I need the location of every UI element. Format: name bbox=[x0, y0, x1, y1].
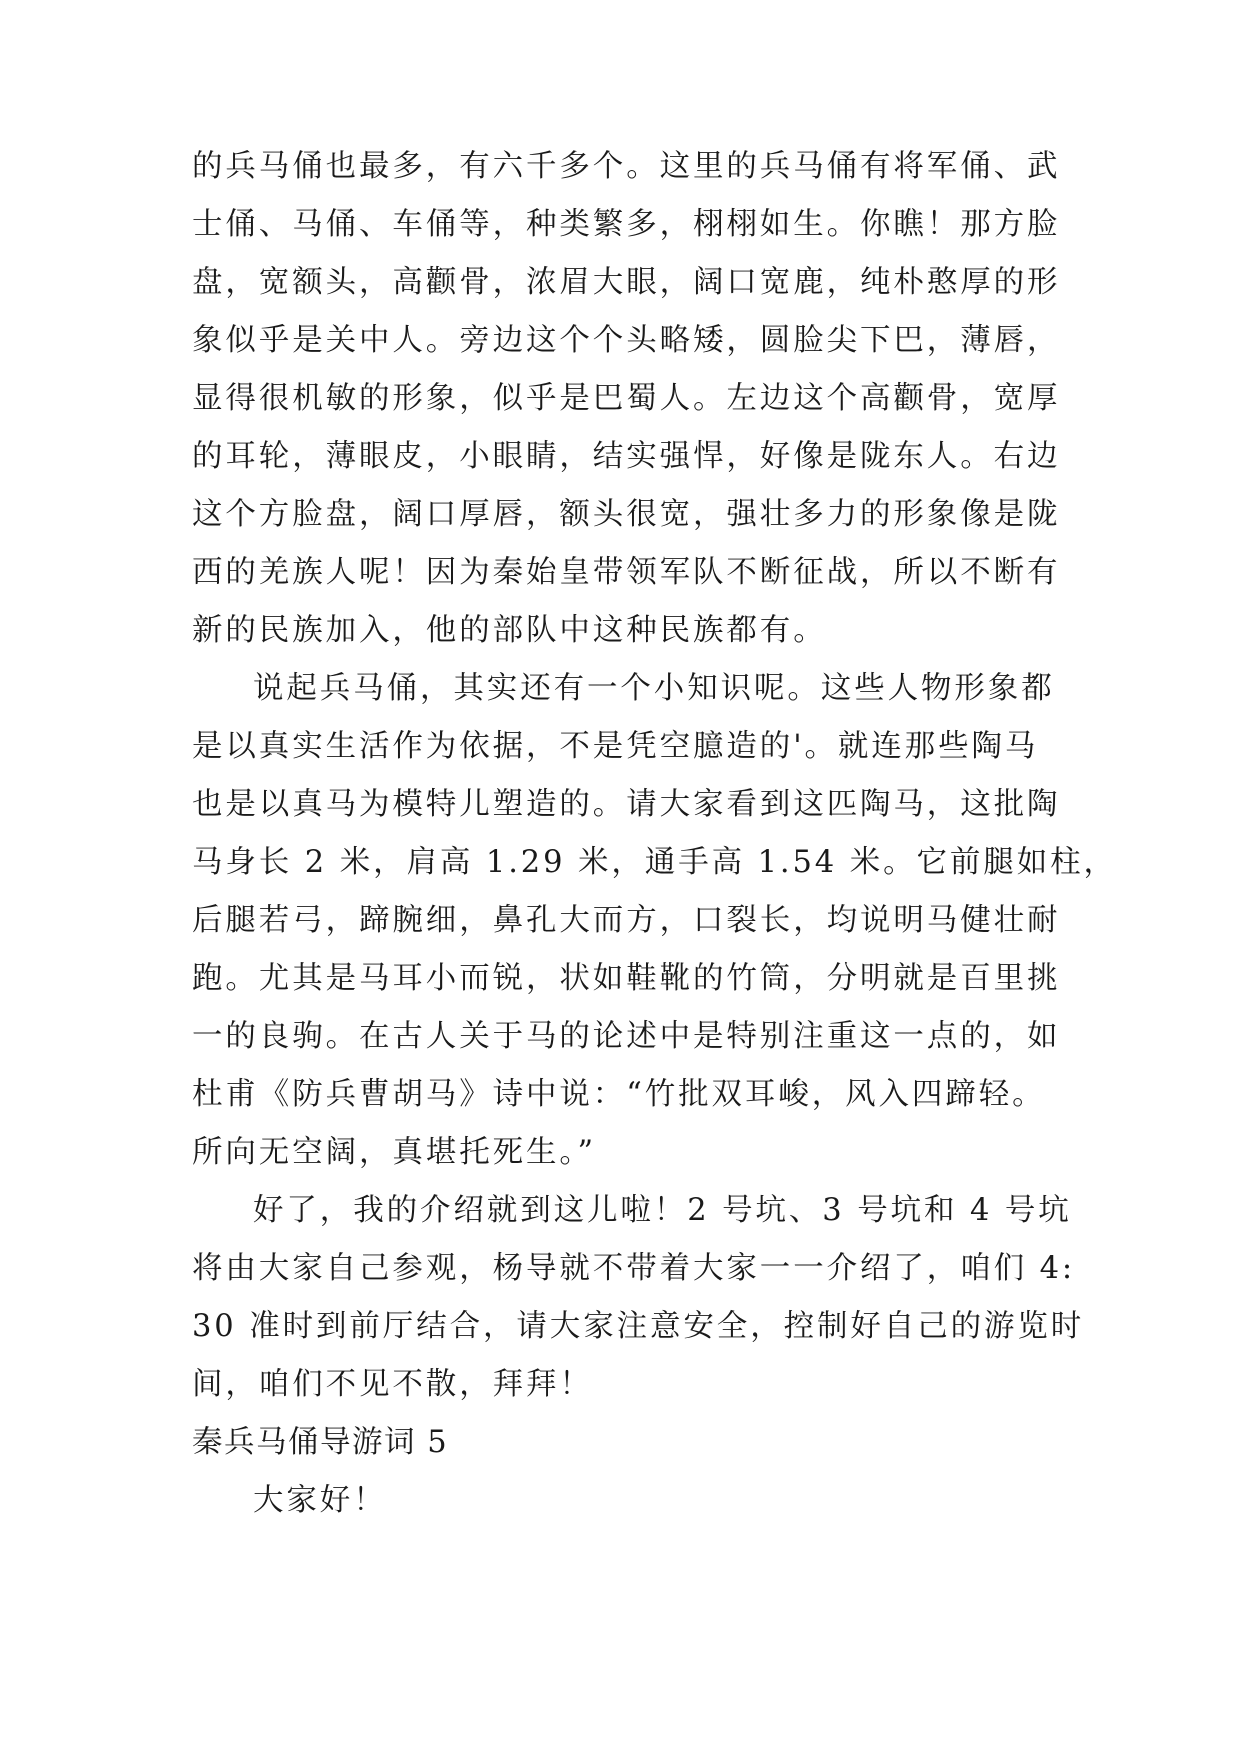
greeting-line: 大家好！ bbox=[253, 1483, 387, 1518]
body-text-line: 这个方脸盘，阔口厚唇，额头很宽，强壮多力的形象像是陇 bbox=[192, 497, 1061, 532]
body-text-line: 的耳轮，薄眼皮，小眼睛，结实强悍，好像是陇东人。右边 bbox=[192, 439, 1061, 474]
body-text-line: 杜甫《防兵曹胡马》诗中说：“竹批双耳峻，风入四蹄轻。 bbox=[192, 1077, 1046, 1112]
paragraph-first-line: 说起兵马俑，其实还有一个小知识呢。这些人物形象都 bbox=[253, 671, 1055, 706]
body-text-line: 马身长 2 米，肩高 1.29 米，通手高 1.54 米。它前腿如柱， bbox=[192, 845, 1117, 880]
body-text-line: 一的良驹。在古人关于马的论述中是特别注重这一点的，如 bbox=[192, 1019, 1061, 1054]
body-text-line: 间，咱们不见不散，拜拜！ bbox=[192, 1367, 593, 1402]
body-text-line: 也是以真马为模特儿塑造的。请大家看到这匹陶马，这批陶 bbox=[192, 787, 1061, 822]
body-text-line: 所向无空阔，真堪托死生。” bbox=[192, 1135, 597, 1170]
body-text-line: 西的羌族人呢！因为秦始皇带领军队不断征战，所以不断有 bbox=[192, 555, 1061, 590]
body-text-line: 盘，宽额头，高颧骨，浓眉大眼，阔口宽鹿，纯朴憨厚的形 bbox=[192, 265, 1061, 300]
body-text-line: 的兵马俑也最多，有六千多个。这里的兵马俑有将军俑、武 bbox=[192, 149, 1061, 184]
body-text-line: 士俑、马俑、车俑等，种类繁多，栩栩如生。你瞧！那方脸 bbox=[192, 207, 1061, 242]
body-text-line: 跑。尤其是马耳小而锐，状如鞋靴的竹筒，分明就是百里挑 bbox=[192, 961, 1061, 996]
body-text-line: 将由大家自己参观，杨导就不带着大家一一介绍了，咱们 4: bbox=[192, 1251, 1076, 1286]
paragraph-first-line: 好了，我的介绍就到这儿啦！2 号坑、3 号坑和 4 号坑 bbox=[253, 1193, 1072, 1228]
body-text-line: 显得很机敏的形象，似乎是巴蜀人。左边这个高颧骨，宽厚 bbox=[192, 381, 1061, 416]
body-text-line: 象似乎是关中人。旁边这个个头略矮，圆脸尖下巴，薄唇， bbox=[192, 323, 1061, 358]
section-heading: 秦兵马俑导游词 5 bbox=[192, 1425, 449, 1460]
body-text-line: 后腿若弓，蹄腕细，鼻孔大而方，口裂长，均说明马健壮耐 bbox=[192, 903, 1061, 938]
body-text-line: 是以真实生活作为依据，不是凭空臆造的'。就连那些陶马 bbox=[192, 729, 1039, 764]
body-text-line: 新的民族加入，他的部队中这种民族都有。 bbox=[192, 613, 827, 648]
body-text-line: 30 准时到前厅结合，请大家注意安全，控制好自己的游览时 bbox=[192, 1309, 1085, 1344]
